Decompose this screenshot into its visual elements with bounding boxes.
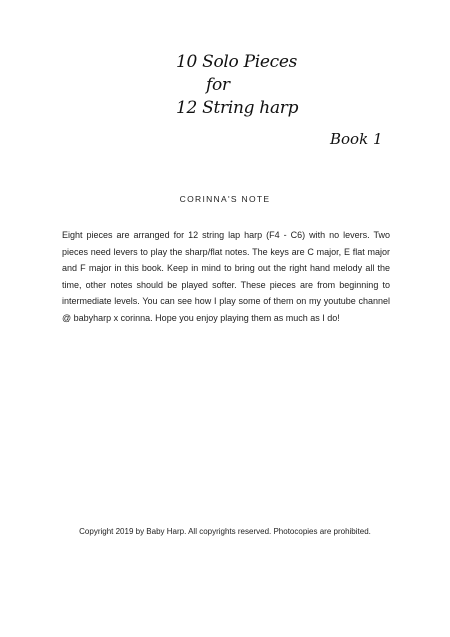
title-line-1: 10 Solo Pieces bbox=[176, 52, 298, 72]
book-number: Book 1 bbox=[330, 130, 383, 148]
note-heading: CORINNA'S NOTE bbox=[179, 194, 271, 204]
title-line-3: 12 String harp bbox=[176, 98, 299, 118]
note-body: Eight pieces are arranged for 12 string lap harp (F4 - C6) with no levers. Two pieces need levers to play the sharp/flat notes. The keys are C major, E flat major and F major in this book. Keep in mind to bring out the right hand melody all the time, other notes should be played softer. These pieces are from beginning to intermediate levels. You can see how I play some of them on my youtube channel @ babyharp x corinna. Hope you enjoy playing them as much as I do! bbox=[62, 230, 390, 323]
title-line-2: for bbox=[206, 75, 230, 95]
copyright-notice: Copyright 2019 by Baby Harp. All copyrights reserved. Photocopies are prohibited. bbox=[79, 527, 371, 536]
